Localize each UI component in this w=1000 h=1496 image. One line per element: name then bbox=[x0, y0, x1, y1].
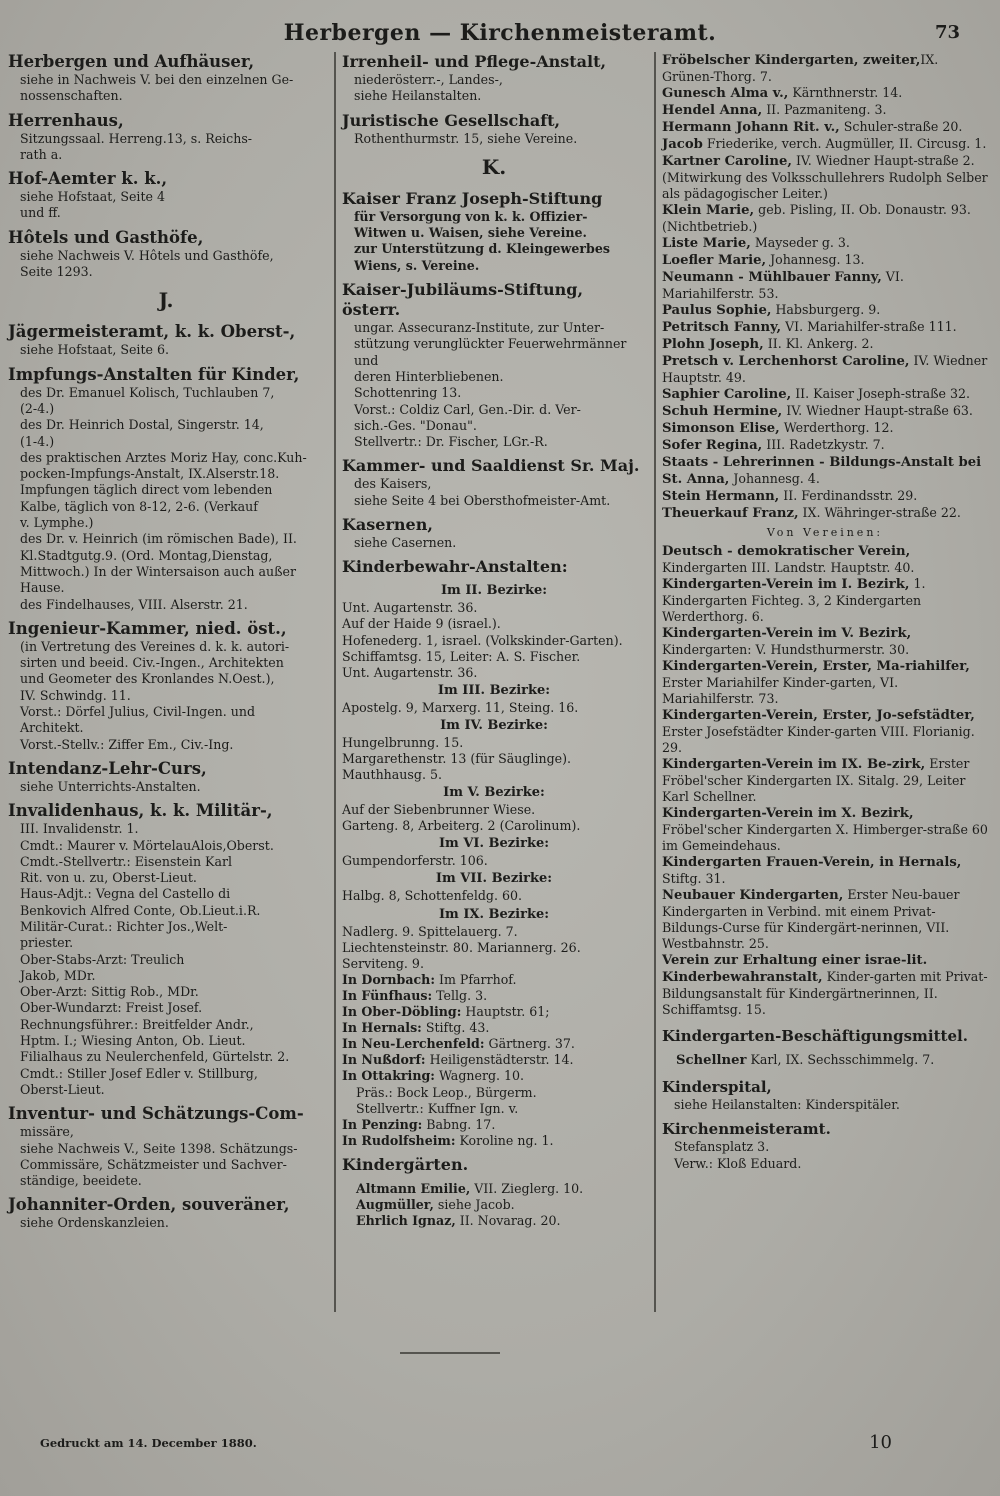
item-detail: Kinder-garten mit Privat-Bildungsanstalt für Kindergärtnerinnen, II. Schiffamtsg. 15. bbox=[662, 969, 988, 1017]
item-name: Jacob bbox=[662, 137, 703, 152]
directory-item bbox=[662, 952, 988, 1018]
directory-entry bbox=[342, 52, 646, 105]
running-head: Herbergen — Kirchenmeisteramt. bbox=[283, 20, 717, 46]
item-detail: Friederike, verch. Augmüller, II. Circusg. 1. bbox=[702, 136, 987, 151]
item-detail: IV. Wiedner Haupt-straße 63. bbox=[782, 403, 973, 418]
entry-line: siehe Hofstaat, Seite 4 bbox=[20, 189, 165, 205]
item-detail: II. Kaiser Joseph-straße 32. bbox=[791, 386, 970, 401]
entry-heading: Hôtels und Gasthöfe, bbox=[8, 227, 204, 247]
entry-line: des Dr. Emanuel Kolisch, Tuchlauben 7, bbox=[20, 384, 275, 400]
entry-line: siehe Heilanstalten: Kinderspitäler. bbox=[674, 1097, 900, 1112]
item-name: Staats - Lehrerinnen - Bildungs-Anstalt bei St. Anna, bbox=[662, 455, 982, 487]
district-line: Auf der Haide 9 (israel.). bbox=[342, 616, 501, 632]
item-name: Kindergarten-Verein, Erster, Jo-sefstädter, bbox=[662, 708, 975, 723]
directory-entry bbox=[662, 1077, 988, 1113]
entry-line: ungar. Assecuranz-Institute, zur Unter- bbox=[354, 320, 605, 336]
entry-line: Impfungen täglich direct vom lebenden bbox=[20, 482, 273, 498]
item-detail: Erster Fröbel'scher Kindergarten IX. Sitalg. 29, Leiter Karl Schellner. bbox=[662, 756, 970, 804]
entry-heading: Ingenieur-Kammer, nied. öst., bbox=[8, 618, 287, 638]
item-detail: Erster Neu-bauer Kindergarten in Verbind. mit einem Privat-Bildungs-Curse für Kindergärt-nerinnen, VII. Westbahnstr. 25. bbox=[662, 887, 960, 951]
entry-subheading: zur Unterstützung d. Kleingewerbes bbox=[354, 241, 610, 257]
district-line: Gumpendorferstr. 106. bbox=[342, 853, 488, 869]
item-name: Liste Marie, bbox=[662, 236, 751, 251]
item-detail: III. Radetzkystr. 7. bbox=[762, 437, 885, 452]
directory-entry bbox=[8, 1104, 324, 1189]
item-detail: Johannesg. 13. bbox=[766, 252, 865, 267]
directory-entry bbox=[8, 801, 324, 1098]
directory-item bbox=[662, 85, 988, 102]
place-line bbox=[342, 1004, 646, 1020]
item-detail: II. Ferdinandsstr. 29. bbox=[779, 488, 918, 503]
place-line bbox=[342, 1052, 646, 1068]
entry-line: des praktischen Arztes Moriz Hay, conc.Kuh- bbox=[20, 449, 307, 465]
item-detail: geb. Pisling, II. Ob. Donaustr. 93. (Nichtbetrieb.) bbox=[662, 202, 971, 234]
entry-line: pocken-Impfungs-Anstalt, IX.Alserstr.18. bbox=[20, 466, 280, 482]
district-line: Hofenederg. 1, israel. (Volkskinder-Garten). bbox=[342, 632, 623, 648]
entry-line: Ober-Wundarzt: Freist Josef. bbox=[20, 1000, 203, 1016]
item-name: Pretsch v. Lerchenhorst Caroline, bbox=[662, 354, 910, 369]
entry-line: nossenschaften. bbox=[20, 88, 123, 104]
entry-line: Sitzungssaal. Herreng.13, s. Reichs- bbox=[20, 130, 253, 146]
district-line: Mauthhausg. 5. bbox=[342, 767, 442, 783]
entry-heading: Inventur- und Schätzungs-Com- bbox=[8, 1104, 304, 1124]
place-name: In Ober-Döbling: bbox=[342, 1004, 462, 1020]
entry-line: IV. Schwindg. 11. bbox=[20, 687, 131, 703]
entry-line: des Dr. Heinrich Dostal, Singerstr. 14, bbox=[20, 417, 264, 433]
sheet-number: 10 bbox=[869, 1432, 892, 1453]
entry-heading: Kindergarten-Beschäftigungsmittel. bbox=[662, 1027, 968, 1045]
directory-item bbox=[662, 302, 988, 319]
item-detail: Kärnthnerstr. 14. bbox=[788, 85, 903, 100]
item-detail: Mayseder g. 3. bbox=[750, 235, 850, 250]
place-detail: Stiftg. 43. bbox=[421, 1020, 490, 1036]
item-name: Fröbelscher Kindergarten, zweiter, bbox=[662, 53, 921, 68]
entry-line: siehe Heilanstalten. bbox=[354, 88, 482, 104]
place-detail: Gärtnerg. 37. bbox=[484, 1036, 575, 1052]
entry-line: Filialhaus zu Neulerchenfeld, Gürtelstr. 2. bbox=[20, 1049, 290, 1065]
place-line bbox=[342, 972, 646, 988]
item-name: Klein Marie, bbox=[662, 203, 755, 218]
entry-line: Militär-Curat.: Richter Jos.,Welt- bbox=[20, 918, 228, 934]
item-name: Stein Hermann, bbox=[662, 489, 780, 504]
district-line: Schiffamtsg. 15, Leiter: A. S. Fischer. bbox=[342, 648, 581, 664]
directory-entry bbox=[8, 52, 324, 105]
entry-line: Commissäre, Schätzmeister und Sachver- bbox=[20, 1156, 287, 1172]
entry-heading: Kinderbewahr-Anstalten: bbox=[342, 557, 568, 577]
district-line: Auf der Siebenbrunner Wiese. bbox=[342, 802, 536, 818]
entry-line: niederösterr.-, Landes-, bbox=[354, 72, 503, 87]
entry-line: Rechnungsführer.: Breitfelder Andr., bbox=[20, 1016, 254, 1032]
place-name: In Rudolfsheim: bbox=[342, 1132, 456, 1148]
directory-item bbox=[662, 887, 988, 952]
entry-line: sich.-Ges. "Donau". bbox=[354, 417, 477, 433]
entry-line: siehe Casernen. bbox=[354, 535, 457, 551]
item-detail: Schuler-straße 20. bbox=[839, 119, 963, 134]
place-line bbox=[342, 1117, 646, 1133]
entry-line: Seite 1293. bbox=[20, 264, 93, 280]
district-line: Unt. Augartenstr. 36. bbox=[342, 600, 478, 616]
district-heading: Im VII. Bezirke: bbox=[435, 871, 553, 887]
column-1 bbox=[8, 52, 330, 1238]
entry-line: Mittwoch.) In der Wintersaison auch außer bbox=[20, 563, 296, 579]
item-name: Plohn Joseph, bbox=[662, 337, 764, 352]
entry-heading: Irrenheil- und Pflege-Anstalt, bbox=[342, 52, 607, 71]
item-detail: Fröbel'scher Kindergarten X. Himberger-straße 60 im Gemeindehaus. bbox=[662, 822, 988, 853]
directory-item bbox=[662, 102, 988, 119]
directory-item bbox=[662, 1052, 988, 1069]
district-line: Hungelbrunng. 15. bbox=[342, 734, 464, 750]
entry-line: (2-4.) bbox=[20, 400, 55, 416]
place-line: Präs.: Bock Leop., Bürgerm. bbox=[356, 1084, 537, 1100]
item-name: Altmann Emilie, bbox=[356, 1180, 471, 1196]
item-name: Kindergarten-Verein im X. Bezirk, bbox=[662, 806, 914, 821]
entry-heading: Kaiser-Jubiläums-Stiftung, österr. bbox=[342, 280, 584, 320]
place-name: In Nußdorf: bbox=[342, 1052, 426, 1068]
directory-entry bbox=[342, 456, 646, 509]
item-name: Sofer Regina, bbox=[662, 438, 763, 453]
directory-item bbox=[662, 543, 988, 576]
directory-entry bbox=[342, 189, 646, 274]
entry-line: Jakob, MDr. bbox=[20, 967, 96, 983]
item-detail: VII. Zieglerg. 10. bbox=[470, 1180, 584, 1196]
entry-line: Benkovich Alfred Conte, Ob.Lieut.i.R. bbox=[20, 902, 261, 918]
directory-item bbox=[662, 202, 988, 235]
directory-item bbox=[342, 1213, 646, 1229]
place-detail: Hauptstr. 61; bbox=[461, 1004, 550, 1020]
entry-line: Kalbe, täglich von 8-12, 2-6. (Verkauf bbox=[20, 498, 258, 514]
entry-heading: Kirchenmeisteramt. bbox=[662, 1120, 831, 1139]
district-line: Unt. Augartenstr. 36. bbox=[342, 664, 478, 680]
place-detail: Tellg. 3. bbox=[432, 987, 488, 1003]
entry-line: Cmdt.: Stiller Josef Edler v. Stillburg, bbox=[20, 1065, 258, 1081]
entry-line: stützung verunglückter Feuerwehrmänner und bbox=[354, 336, 627, 368]
entry-heading: Herrenhaus, bbox=[8, 110, 124, 130]
entry-line: Oberst-Lieut. bbox=[20, 1081, 105, 1097]
entry-heading: Invalidenhaus, k. k. Militär-, bbox=[8, 801, 273, 821]
section-letter: K. bbox=[481, 154, 507, 179]
entry-line: Stefansplatz 3. bbox=[674, 1139, 770, 1155]
directory-item bbox=[662, 136, 988, 153]
entry-heading: Kasernen, bbox=[342, 515, 433, 535]
entry-line: Kl.Stadtgutg.9. (Ord. Montag,Dienstag, bbox=[20, 547, 273, 563]
directory-item bbox=[662, 488, 988, 505]
directory-item bbox=[342, 1197, 646, 1213]
item-detail: II. Pazmaniteng. 3. bbox=[762, 102, 887, 117]
directory-entry bbox=[8, 111, 324, 164]
entry-heading: Kinderspital, bbox=[662, 1078, 772, 1096]
item-name: Paulus Sophie, bbox=[662, 303, 772, 318]
directory-item bbox=[662, 756, 988, 805]
district-heading: Im IV. Bezirke: bbox=[440, 717, 548, 733]
directory-item bbox=[342, 1181, 646, 1197]
entry-line: deren Hinterbliebenen. bbox=[354, 368, 504, 384]
entry-line: Cmdt.-Stellvertr.: Eisenstein Karl bbox=[20, 853, 233, 869]
spacer bbox=[662, 1018, 988, 1026]
entry-line: sirten und beeid. Civ.-Ingen., Architekten bbox=[20, 655, 284, 671]
item-name: Kindergarten-Verein, Erster, Ma-riahilfer, bbox=[662, 659, 970, 674]
place-detail: Im Pfarrhof. bbox=[434, 971, 517, 987]
place-line bbox=[342, 1020, 646, 1036]
place-name: In Neu-Lerchenfeld: bbox=[342, 1036, 485, 1052]
entry-line: Haus-Adjt.: Vegna del Castello di bbox=[20, 886, 231, 902]
item-detail: Stiftg. 31. bbox=[662, 871, 726, 886]
place-name: In Penzing: bbox=[342, 1116, 423, 1132]
directory-item bbox=[662, 576, 988, 625]
entry-heading: Jägermeisteramt, k. k. Oberst-, bbox=[8, 322, 296, 342]
directory-item bbox=[662, 454, 988, 488]
entry-subheading: Witwen u. Waisen, siehe Vereine. bbox=[354, 225, 587, 241]
directory-item bbox=[662, 625, 988, 658]
print-date: Gedruckt am 14. December 1880. bbox=[40, 1436, 257, 1450]
entry-line: und Geometer des Kronlandes N.Oest.), bbox=[20, 671, 275, 687]
item-detail: Werderthorg. 12. bbox=[779, 420, 894, 435]
item-detail: Kindergarten: V. Hundsthurmerstr. 30. bbox=[662, 642, 910, 657]
entry-line: des Findelhauses, VIII. Alserstr. 21. bbox=[20, 596, 248, 612]
entry-line: siehe in Nachweis V. bei den einzelnen Ge- bbox=[20, 72, 294, 87]
item-name: Kindergarten-Verein im IX. Be-zirk, bbox=[662, 757, 926, 772]
item-name: Petritsch Fanny, bbox=[662, 320, 782, 335]
district-line: Serviteng. 9. bbox=[342, 955, 424, 971]
entry-line: des Dr. v. Heinrich (im römischen Bade), II. bbox=[20, 531, 297, 547]
place-name: In Hernals: bbox=[342, 1020, 422, 1036]
entry-line: ständige, beeidete. bbox=[20, 1173, 142, 1189]
district-line: Apostelg. 9, Marxerg. 11, Steing. 16. bbox=[342, 699, 579, 715]
entry-line: des Kaisers, bbox=[354, 476, 432, 492]
directory-item bbox=[662, 658, 988, 707]
entry-heading: Juristische Gesellschaft, bbox=[342, 110, 561, 130]
directory-item bbox=[662, 707, 988, 756]
item-name: Ehrlich Ignaz, bbox=[356, 1213, 456, 1229]
place-line bbox=[342, 1036, 646, 1052]
directory-entry bbox=[342, 515, 646, 551]
place-name: In Ottakring: bbox=[342, 1068, 435, 1084]
entry-heading: Kindergärten. bbox=[342, 1154, 469, 1174]
entry-subheading: Wiens, s. Vereine. bbox=[354, 257, 480, 273]
directory-entry bbox=[342, 280, 646, 450]
item-detail: VI. Mariahilferstr. 53. bbox=[662, 269, 904, 301]
directory-entry bbox=[662, 1026, 988, 1046]
directory-entry bbox=[8, 619, 324, 753]
directory-entry bbox=[8, 169, 324, 222]
entry-heading: Kaiser Franz Joseph-Stiftung bbox=[342, 188, 603, 208]
entry-line: siehe Hofstaat, Seite 6. bbox=[20, 342, 169, 358]
entry-line: siehe Unterrichts-Anstalten. bbox=[20, 778, 201, 794]
entry-heading: Johanniter-Orden, souveräner, bbox=[8, 1195, 290, 1215]
item-name: Augmüller, bbox=[356, 1196, 434, 1212]
entry-line: Ober-Stabs-Arzt: Treulich bbox=[20, 951, 185, 967]
directory-item bbox=[662, 119, 988, 136]
entry-line: Hptm. I.; Wiesing Anton, Ob. Lieut. bbox=[20, 1033, 246, 1049]
directory-item bbox=[662, 386, 988, 403]
kindergaerten-section bbox=[342, 1155, 646, 1175]
entry-heading: Impfungs-Anstalten für Kinder, bbox=[8, 364, 300, 384]
entry-line: missäre, bbox=[20, 1124, 74, 1140]
directory-item bbox=[662, 420, 988, 437]
entry-line: siehe Nachweis V., Seite 1398. Schätzungs- bbox=[20, 1140, 298, 1156]
item-detail: siehe Jacob. bbox=[433, 1196, 515, 1212]
directory-entry bbox=[8, 365, 324, 613]
place-line bbox=[342, 1068, 646, 1084]
item-name: Verein zur Erhaltung einer israe-lit. Kinderbewahranstalt, bbox=[662, 953, 928, 985]
entry-line: siehe Nachweis V. Hôtels und Gasthöfe, bbox=[20, 247, 274, 263]
district-heading: Im II. Bezirke: bbox=[440, 583, 548, 599]
directory-entry bbox=[662, 1119, 988, 1172]
item-detail: Karl, IX. Sechsschimmelg. 7. bbox=[746, 1052, 935, 1067]
entry-line: rath a. bbox=[20, 146, 63, 162]
entry-line: v. Lymphe.) bbox=[20, 515, 94, 531]
directory-entry bbox=[8, 759, 324, 795]
entry-line: Rothenthurmstr. 15, siehe Vereine. bbox=[354, 130, 578, 146]
entry-line: und ff. bbox=[20, 205, 61, 221]
directory-entry bbox=[342, 557, 646, 577]
directory-entry bbox=[342, 111, 646, 147]
district-line: Garteng. 8, Arbeiterg. 2 (Carolinum). bbox=[342, 818, 581, 834]
place-detail: Babng. 17. bbox=[422, 1116, 496, 1132]
entry-line: Vorst.: Coldiz Carl, Gen.-Dir. d. Ver- bbox=[354, 401, 581, 417]
district-line: Liechtensteinstr. 80. Mariannerg. 26. bbox=[342, 939, 581, 955]
entry-line: Vorst.: Dörfel Julius, Civil-Ingen. und bbox=[20, 704, 256, 720]
directory-item bbox=[662, 403, 988, 420]
directory-item bbox=[662, 252, 988, 269]
item-name: Schellner bbox=[676, 1053, 747, 1068]
entry-line: Rit. von u. zu, Oberst-Lieut. bbox=[20, 870, 197, 886]
entry-heading: Hof-Aemter k. k., bbox=[8, 169, 168, 189]
place-line: Stellvertr.: Kuffner Ign. v. bbox=[356, 1100, 519, 1116]
section-letter: J. bbox=[158, 288, 174, 313]
directory-item bbox=[662, 805, 988, 854]
item-name: Neumann - Mühlbauer Fanny, bbox=[662, 270, 882, 285]
item-name: Simonson Elise, bbox=[662, 421, 780, 436]
entry-heading: Herbergen und Aufhäuser, bbox=[8, 52, 255, 71]
von-vereinen-label: Von Vereinen: bbox=[766, 526, 884, 539]
entry-line: siehe Ordenskanzleien. bbox=[20, 1215, 169, 1231]
item-detail: II. Novarag. 20. bbox=[455, 1213, 561, 1229]
entry-heading: Intendanz-Lehr-Curs, bbox=[8, 758, 207, 778]
entry-line: siehe Seite 4 bei Obersthofmeister-Amt. bbox=[354, 492, 611, 508]
page-number: 73 bbox=[934, 22, 960, 43]
item-name: Neubauer Kindergarten, bbox=[662, 888, 844, 903]
district-heading: Im III. Bezirke: bbox=[437, 682, 551, 698]
item-detail: IX. Währinger-straße 22. bbox=[798, 505, 961, 520]
directory-item bbox=[662, 235, 988, 252]
district-line: Margarethenstr. 13 (für Säuglinge). bbox=[342, 751, 572, 766]
item-detail: Habsburgerg. 9. bbox=[771, 302, 881, 317]
item-detail: Erster Mariahilfer Kinder-garten, VI. Mariahilferstr. 73. bbox=[662, 675, 899, 706]
item-name: Loefler Marie, bbox=[662, 253, 767, 268]
entry-line: Stellvertr.: Dr. Fischer, LGr.-R. bbox=[354, 434, 548, 450]
item-name: Kindergarten Frauen-Verein, in Hernals, bbox=[662, 855, 962, 870]
entry-line: priester. bbox=[20, 935, 74, 951]
entry-subheading: für Versorgung von k. k. Offizier- bbox=[354, 208, 588, 224]
directory-item bbox=[662, 269, 988, 302]
directory-entry bbox=[8, 228, 324, 281]
place-line bbox=[342, 988, 646, 1004]
item-detail: II. Kl. Ankerg. 2. bbox=[763, 336, 874, 351]
item-name: Kartner Caroline, bbox=[662, 154, 792, 169]
directory-item bbox=[662, 437, 988, 454]
item-name: Hendel Anna, bbox=[662, 103, 763, 118]
entry-heading: Kammer- und Saaldienst Sr. Maj. bbox=[342, 456, 640, 476]
item-detail: Kindergarten III. Landstr. Hauptstr. 40. bbox=[662, 560, 915, 575]
district-heading: Im V. Bezirke: bbox=[443, 785, 545, 801]
entry-line: III. Invalidenstr. 1. bbox=[20, 821, 139, 837]
item-detail: VI. Mariahilfer-straße 111. bbox=[781, 319, 957, 334]
place-name: In Fünfhaus: bbox=[342, 987, 433, 1003]
item-detail: 1. Kindergarten Fichteg. 3, 2 Kindergarten Werderthorg. 6. bbox=[662, 576, 926, 624]
district-heading: Im VI. Bezirke: bbox=[438, 836, 550, 852]
entry-line: Cmdt.: Maurer v. MörtelauAlois,Oberst. bbox=[20, 837, 274, 853]
entry-line: Hause. bbox=[20, 580, 65, 596]
item-name: Schuh Hermine, bbox=[662, 404, 783, 419]
item-name: Gunesch Alma v., bbox=[662, 86, 789, 101]
item-detail: IV. Wiedner Haupt-straße 2. (Mitwirkung des Volksschullehrers Rudolph Selber als pädagogischer Leiter.) bbox=[662, 153, 988, 201]
column-2 bbox=[334, 52, 650, 1312]
item-name: Hermann Johann Rit. v., bbox=[662, 120, 840, 135]
place-detail: Koroline ng. 1. bbox=[455, 1132, 554, 1148]
item-name: Kindergarten-Verein im V. Bezirk, bbox=[662, 626, 912, 641]
directory-item bbox=[662, 336, 988, 353]
entry-line: Schottenring 13. bbox=[354, 385, 462, 401]
entry-line: (1-4.) bbox=[20, 433, 55, 449]
entry-line: Vorst.-Stellv.: Ziffer Em., Civ.-Ing. bbox=[20, 736, 234, 752]
directory-item bbox=[662, 153, 988, 202]
item-name: Theuerkauf Franz, bbox=[662, 506, 799, 521]
district-line: Halbg. 8, Schottenfeldg. 60. bbox=[342, 888, 523, 904]
directory-item bbox=[662, 52, 988, 85]
entry-line: Ober-Arzt: Sittig Rob., MDr. bbox=[20, 984, 199, 1000]
column-3 bbox=[654, 52, 988, 1312]
directory-item bbox=[662, 505, 988, 522]
item-detail: IV. Wiedner Hauptstr. 49. bbox=[662, 353, 988, 385]
directory-entry bbox=[8, 322, 324, 358]
footer-rule bbox=[400, 1352, 500, 1354]
district-heading: Im IX. Bezirke: bbox=[438, 906, 550, 922]
entry-line: (in Vertretung des Vereines d. k. k. autori- bbox=[20, 638, 290, 654]
place-detail: Heiligenstädterstr. 14. bbox=[425, 1052, 574, 1068]
directory-item bbox=[662, 854, 988, 887]
directory-entry bbox=[8, 1195, 324, 1231]
item-detail: IX. Grünen-Thorg. 7. bbox=[662, 52, 939, 84]
item-detail: Johannesg. 4. bbox=[729, 471, 820, 486]
place-name: In Dornbach: bbox=[342, 971, 435, 987]
directory-item bbox=[662, 319, 988, 336]
district-line: Nadlerg. 9. Spittelauerg. 7. bbox=[342, 923, 518, 939]
item-name: Saphier Caroline, bbox=[662, 387, 792, 402]
place-detail: Wagnerg. 10. bbox=[434, 1068, 525, 1084]
place-line bbox=[342, 1133, 646, 1149]
item-name: Kindergarten-Verein im I. Bezirk, bbox=[662, 577, 910, 592]
item-detail: Erster Josefstädter Kinder-garten VIII. Florianig. 29. bbox=[662, 724, 975, 755]
entry-line: Verw.: Kloß Eduard. bbox=[674, 1155, 802, 1171]
entry-line: Architekt. bbox=[20, 720, 84, 736]
directory-item bbox=[662, 353, 988, 386]
item-name: Deutsch - demokratischer Verein, bbox=[662, 544, 911, 559]
